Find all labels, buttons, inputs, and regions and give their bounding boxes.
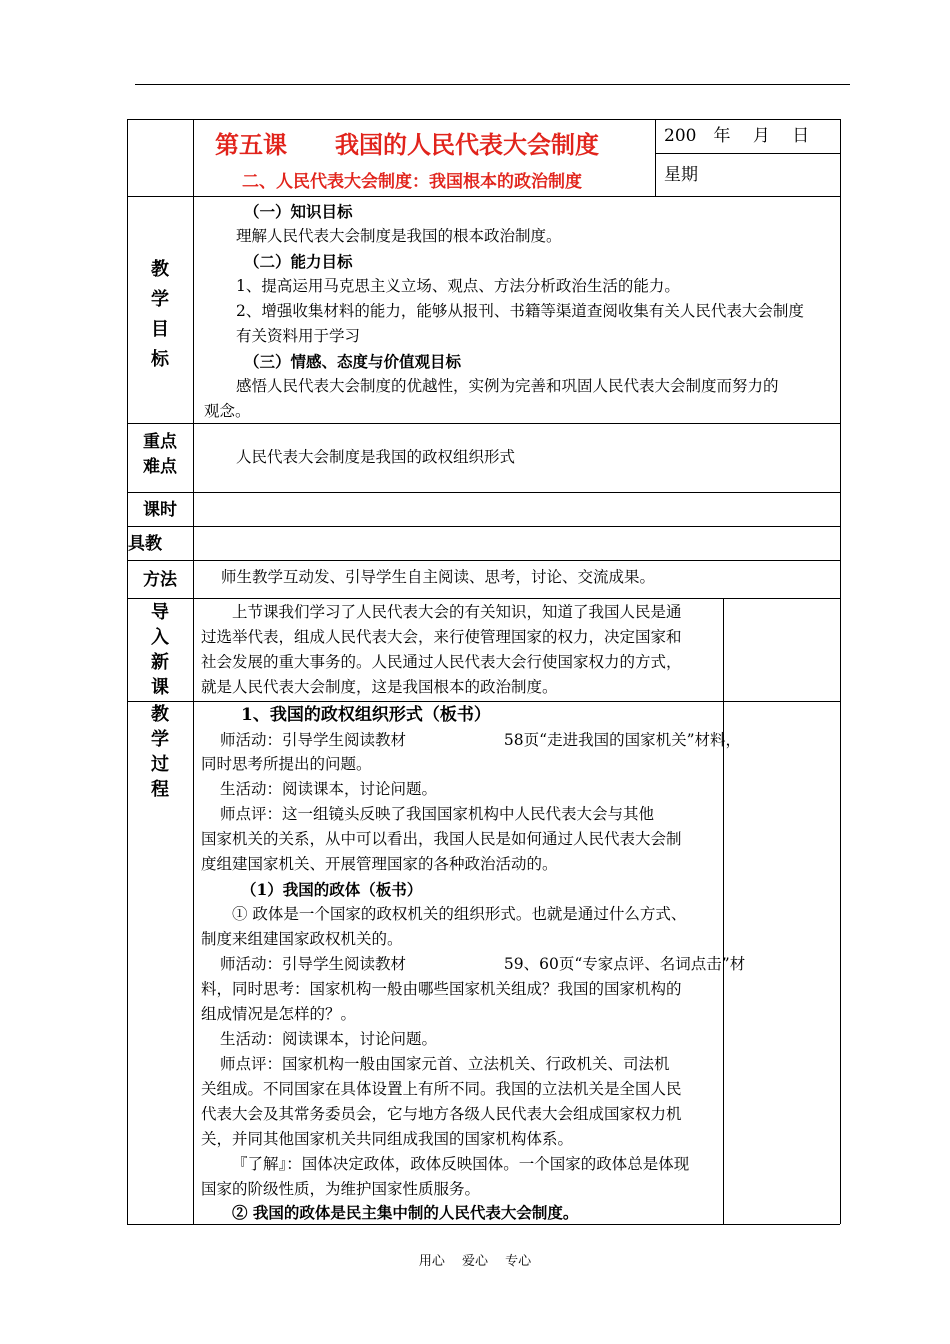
- lesson-title: 第五课 我国的人民代表大会制度: [215, 130, 599, 159]
- intro-label: 导 入 新 课: [151, 602, 169, 698]
- lesson-subtitle: 二、人民代表大会制度：我国根本的政治制度: [242, 172, 582, 192]
- header-rule: [135, 84, 850, 85]
- key-points-label: 重点 难点: [143, 432, 177, 477]
- objectives-label: 教 学 目 标: [151, 259, 169, 370]
- weekday-field: 星期: [664, 165, 698, 185]
- process-label: 教 学 过 程: [151, 704, 169, 800]
- teaching-aids-label: 具教: [128, 534, 162, 554]
- hours-label: 课时: [143, 500, 177, 520]
- key-points-text: 人民代表大会制度是我国的政权组织形式: [236, 448, 516, 466]
- page-footer: 用心 爱心 专心: [418, 1254, 532, 1269]
- date-field: 200 年 月 日: [664, 126, 810, 146]
- methods-label: 方法: [143, 570, 177, 590]
- methods-text: 师生教学互动发、引导学生自主阅读、思考，讨论、交流成果。: [221, 568, 656, 586]
